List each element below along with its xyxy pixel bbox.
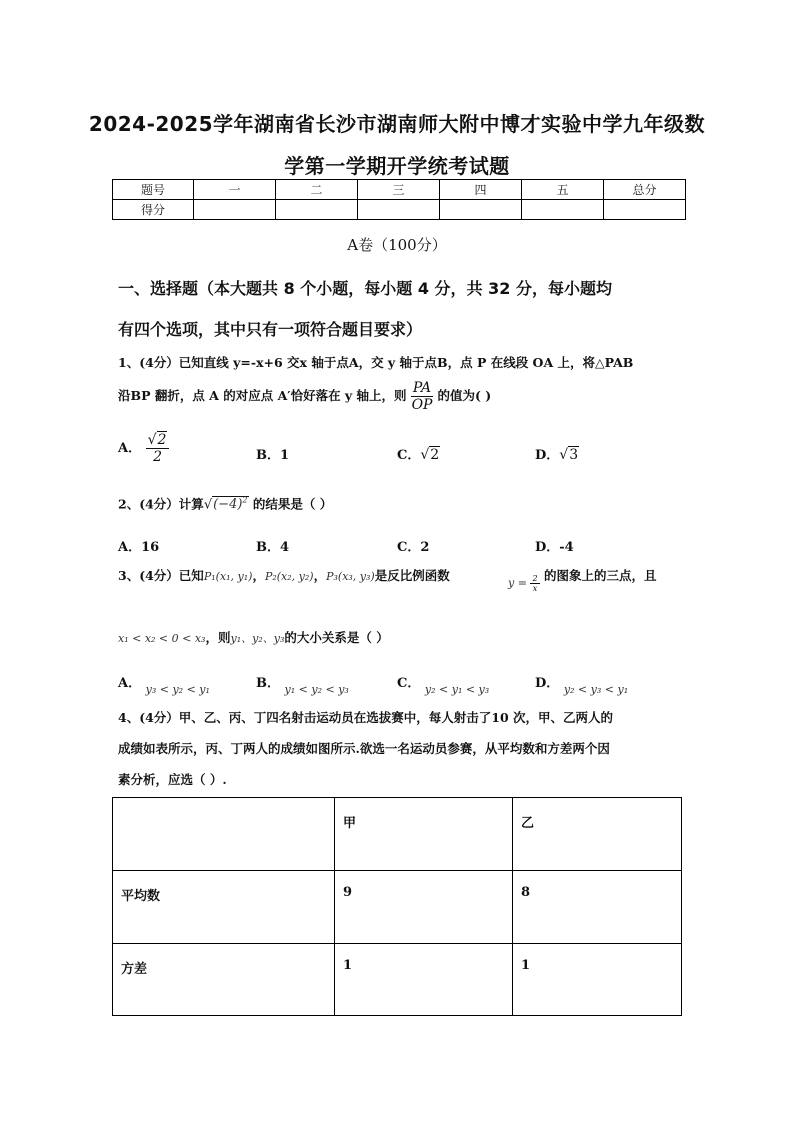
table-cell: 8	[513, 871, 682, 944]
q3-function-lhs: y =	[508, 576, 527, 590]
q2-radicand-base: (−4)	[213, 497, 243, 513]
score-cell: 五	[522, 180, 604, 200]
q3-option-c-expr: y₂ < y₁ < y₃	[424, 683, 490, 696]
table-cell: 甲	[335, 798, 513, 871]
page-title-line1: 2024-2025学年湖南省长沙市湖南师大附中博才实验中学九年级数	[88, 112, 706, 136]
option-label: D．	[535, 448, 560, 463]
q3-option-a	[118, 672, 210, 696]
q1-option-c	[397, 444, 440, 463]
q3-option-c	[397, 672, 490, 696]
q1-fraction-den: OP	[411, 397, 433, 414]
q1-fraction-num: PA	[412, 380, 432, 396]
q3-point-2: P₂(x₂, y₂)	[264, 570, 314, 583]
volume-heading: A卷（100分）	[347, 236, 447, 254]
table-cell: 1	[335, 944, 513, 1016]
q1-option-c-sqrt: √2	[420, 447, 440, 463]
q1-option-d	[535, 444, 579, 463]
page-title-line2: 学第一学期开学统考试题	[284, 154, 510, 178]
table-cell: 9	[335, 871, 513, 944]
score-entry-cell	[194, 200, 276, 220]
q2-sqrt: $√(-4)^2$	[203, 496, 248, 513]
q3-option-b-expr: y₁ < y₂ < y₃	[284, 683, 349, 696]
q4-line2: 成绩如表所示，丙、丁两人的成绩如图所示.欲选一名运动员参赛，从平均数和方差两个因	[118, 741, 610, 756]
q2-radicand	[212, 496, 248, 512]
section-heading-line1: 一、选择题（本大题共 8 个小题，每小题 4 分，共 32 分，每小题均	[118, 279, 612, 298]
q3-point-1: P₁(x₁, y₁)	[203, 570, 253, 583]
q1-option-a-radicand: 2	[157, 432, 167, 448]
table-cell: 平均数	[113, 871, 335, 944]
section-heading-line2: 有四个选项，其中只有一项符合题目要求）	[118, 320, 423, 339]
score-entry-cell	[440, 200, 522, 220]
q1-line1: 1、(4分）已知直线 y=-x+6 交x 轴于点A，交 y 轴于点B，点 P 在线段 OA 上，将△PAB	[118, 355, 634, 370]
q3-option-b	[256, 672, 349, 696]
q2-post: 的结果是（ ）	[252, 496, 333, 512]
q3-line1: 3、(4分）已知P₁(x₁, y₁)，P₂(x₂, y₂)，P₃(x₃, y₃)是反比例函数	[118, 568, 450, 583]
q3-inequality: x₁ < x₂ < 0 < x₃	[118, 632, 206, 645]
q3-option-a-expr: y₃ < y₂ < y₁	[145, 683, 210, 696]
q4-line3: 素分析，应选（ ）.	[118, 772, 227, 787]
table-row	[113, 944, 682, 1016]
table-cell: 1	[513, 944, 682, 1016]
score-entry-cell	[522, 200, 604, 220]
q1-line2-pre: 沿BP 翻折，点 A 的对应点 A′恰好落在 y 轴上，则	[118, 388, 407, 404]
q3-function	[508, 574, 540, 593]
option-label: B．	[256, 676, 280, 691]
option-label: C．	[397, 676, 421, 691]
score-cell: 一	[194, 180, 276, 200]
q3-option-d	[535, 672, 629, 696]
q2-line	[118, 497, 332, 511]
table-row	[113, 798, 682, 871]
table-cell: 乙	[513, 798, 682, 871]
q1-option-d-sqrt: √3	[559, 447, 579, 463]
score-entry-cell	[604, 200, 686, 220]
q1-option-a-den: 2	[153, 449, 162, 466]
q3-line2	[118, 632, 389, 645]
score-cell: 四	[440, 180, 522, 200]
table-cell	[113, 798, 335, 871]
score-entry-cell	[276, 200, 358, 220]
score-cell: 三	[358, 180, 440, 200]
q3-point-3: P₃(x₃, y₃)	[326, 570, 375, 583]
q3-line1-post: 的图象上的三点，且	[544, 568, 657, 583]
score-cell: 得分	[113, 200, 194, 220]
q3-mid: 是反比例函数	[374, 568, 450, 583]
q2-option-c: C．2	[397, 540, 430, 555]
q2-option-a: A．16	[118, 540, 160, 555]
option-label: D．	[535, 676, 560, 691]
q1-line2	[118, 380, 491, 413]
q2-option-b: B．4	[256, 540, 290, 555]
score-cell: 题号	[113, 180, 194, 200]
q4-line1: 4、(4分）甲、乙、丙、丁四名射击运动员在选拔赛中，每人射击了10 次，甲、乙两人的	[118, 710, 614, 725]
option-label: C．	[397, 448, 421, 463]
q1-option-d-radicand: 3	[569, 447, 579, 463]
q3-line2-post: 的大小关系是（ ）	[284, 630, 389, 645]
table-row	[113, 871, 682, 944]
q2-exponent: 2	[242, 496, 248, 505]
q3-option-d-expr: y₂ < y₃ < y₁	[563, 683, 629, 696]
q4-data-table	[112, 797, 682, 1016]
q2-option-d: D．-4	[535, 540, 574, 555]
score-table	[112, 179, 686, 220]
score-table-header-row	[113, 180, 686, 200]
q1-option-a	[118, 432, 169, 465]
q3-variables: y₁、y₂、y₃	[230, 632, 285, 645]
q3-function-fraction	[530, 574, 539, 593]
q1-option-c-radicand: 2	[430, 447, 440, 463]
q1-option-b: B．1	[256, 448, 290, 463]
table-cell: 方差	[113, 944, 335, 1016]
q1-option-a-fraction	[146, 432, 170, 465]
score-cell: 总分	[604, 180, 686, 200]
score-entry-cell	[358, 200, 440, 220]
q1-line2-post: 的值为( )	[437, 388, 492, 404]
q3-function-den: x	[532, 584, 538, 594]
q1-option-a-num: √2	[146, 432, 170, 449]
score-cell: 二	[276, 180, 358, 200]
q3-pre: 3、(4分）已知	[118, 568, 204, 583]
q2-pre: 2、(4分）计算	[118, 496, 204, 512]
option-label: A．	[118, 441, 142, 457]
option-label: A．	[118, 676, 142, 691]
q1-fraction	[411, 380, 433, 413]
q3-line2-mid: ，则	[205, 630, 231, 645]
q3-function-num: 2	[532, 574, 538, 583]
score-table-score-row	[113, 200, 686, 220]
